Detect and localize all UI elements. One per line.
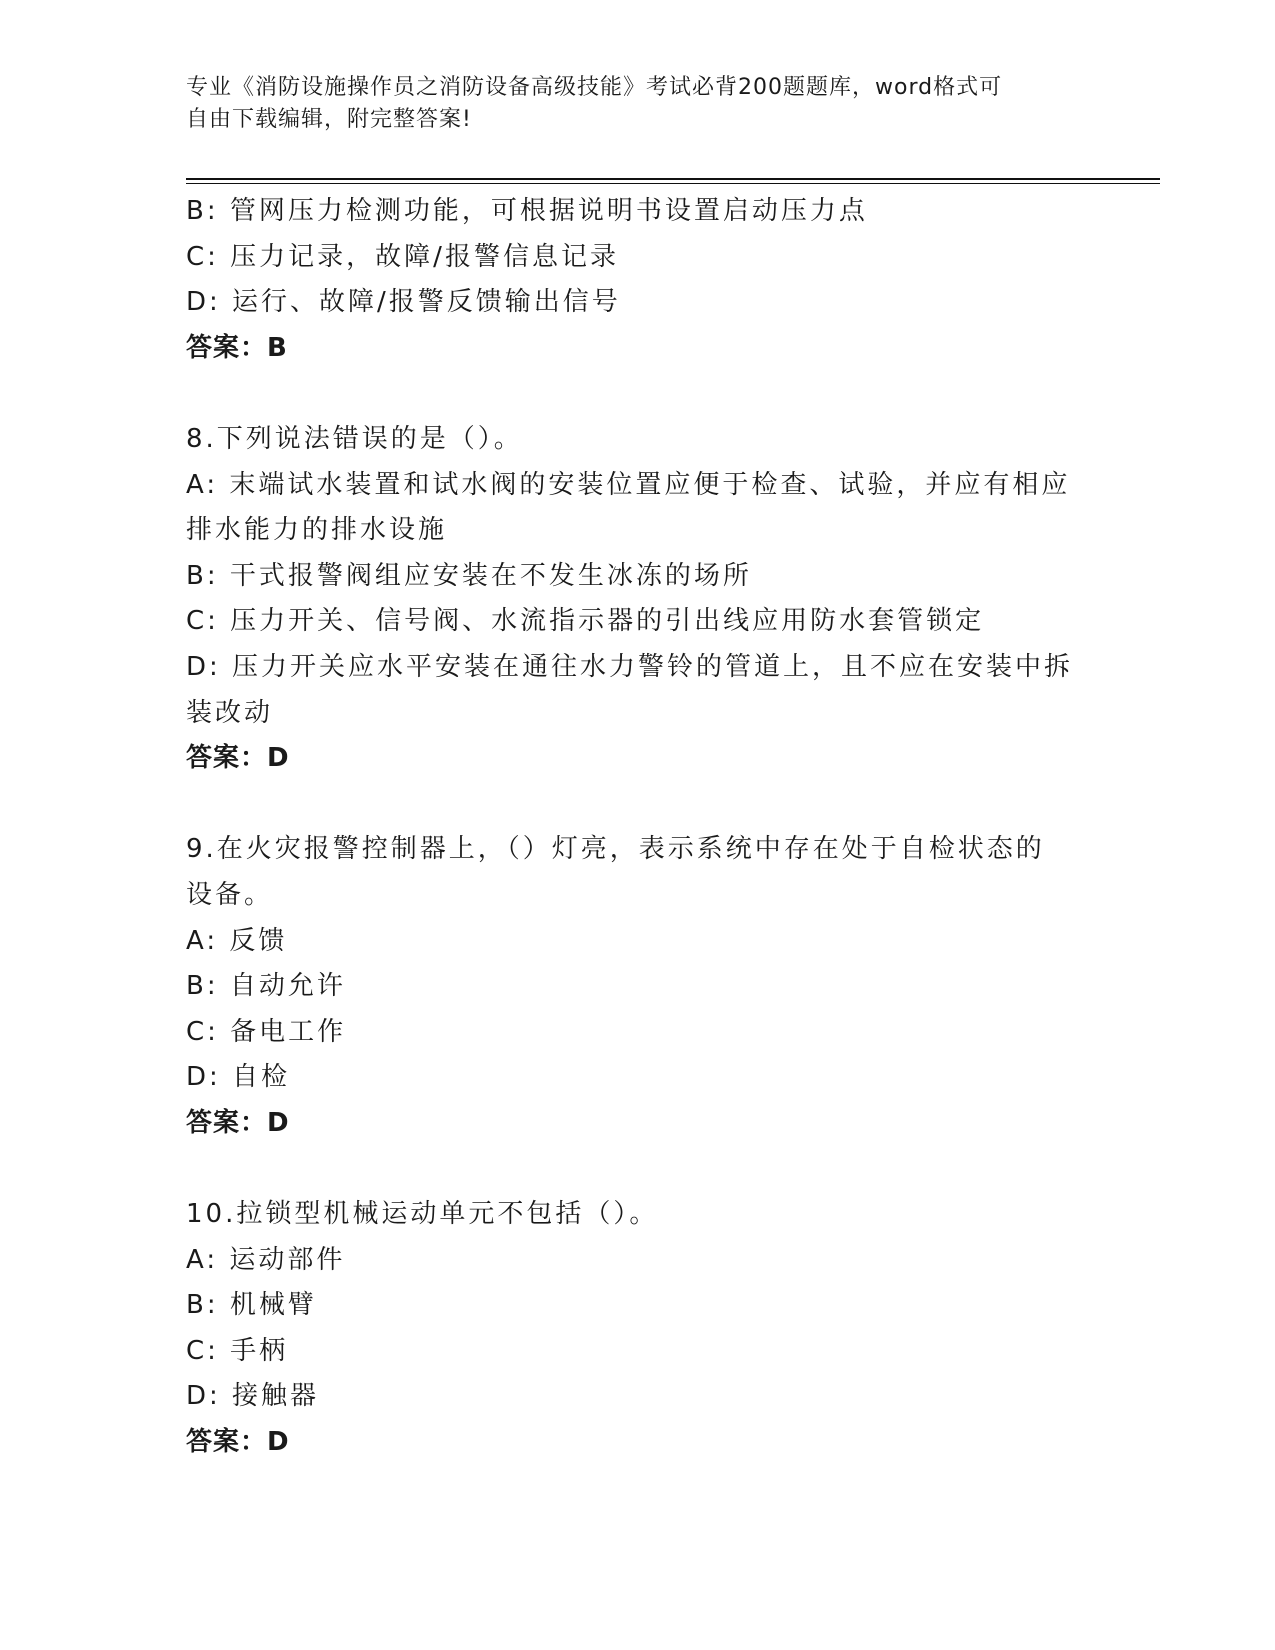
answer: 答案：B xyxy=(186,332,288,363)
answer: 答案：D xyxy=(186,1427,290,1458)
option-a-continued: 排水能力的排水设施 xyxy=(186,515,448,546)
question-stem: 10.拉锁型机械运动单元不包括（）。 xyxy=(186,1199,659,1230)
question-10 xyxy=(186,1192,1086,1466)
option-c: C: 压力开关、信号阀、水流指示器的引出线应用防水套管锁定 xyxy=(186,606,985,637)
option-d: D: 压力开关应水平安装在通往水力警铃的管道上，且不应在安装中拆 xyxy=(186,651,1074,682)
option-d: D: 接触器 xyxy=(186,1381,320,1412)
question-content xyxy=(186,189,1086,1466)
option-a: A: 末端试水装置和试水阀的安装位置应便于检查、试验，并应有相应 xyxy=(186,469,1071,500)
option-b: B: 自动允许 xyxy=(186,971,346,1002)
option-a: A: 反馈 xyxy=(186,925,288,956)
option-d: D: 运行、故障/报警反馈输出信号 xyxy=(186,287,621,318)
header-line-2: 自由下载编辑，附完整答案! xyxy=(186,107,472,132)
option-c: C: 压力记录，故障/报警信息记录 xyxy=(186,241,619,272)
option-b: B: 干式报警阀组应安装在不发生冰冻的场所 xyxy=(186,560,752,591)
question-8 xyxy=(186,417,1086,782)
header-rule-thick xyxy=(186,178,1160,180)
option-b: B: 管网压力检测功能，可根据说明书设置启动压力点 xyxy=(186,196,868,226)
question-9 xyxy=(186,827,1086,1146)
spacer xyxy=(186,1146,1086,1192)
option-c: C: 备电工作 xyxy=(186,1016,347,1047)
spacer xyxy=(186,371,1086,417)
document-header xyxy=(186,72,1086,136)
answer: 答案：D xyxy=(186,743,290,774)
option-d: D: 自检 xyxy=(186,1062,291,1093)
prev-question-block xyxy=(186,189,1086,371)
question-stem: 8.下列说法错误的是（）。 xyxy=(186,423,523,454)
option-b: B: 机械臂 xyxy=(186,1290,317,1321)
header-line-1: 专业《消防设施操作员之消防设备高级技能》考试必背200题题库，word格式可 xyxy=(186,75,1003,100)
question-stem-continued: 设备。 xyxy=(186,879,274,910)
question-stem: 9.在火灾报警控制器上，（）灯亮，表示系统中存在处于自检状态的 xyxy=(186,834,1045,865)
option-a: A: 运动部件 xyxy=(186,1244,346,1275)
option-c: C: 手柄 xyxy=(186,1335,289,1366)
spacer xyxy=(186,782,1086,828)
answer: 答案：D xyxy=(186,1107,290,1138)
option-d-continued: 装改动 xyxy=(186,697,274,728)
header-rule-thin xyxy=(186,183,1160,184)
